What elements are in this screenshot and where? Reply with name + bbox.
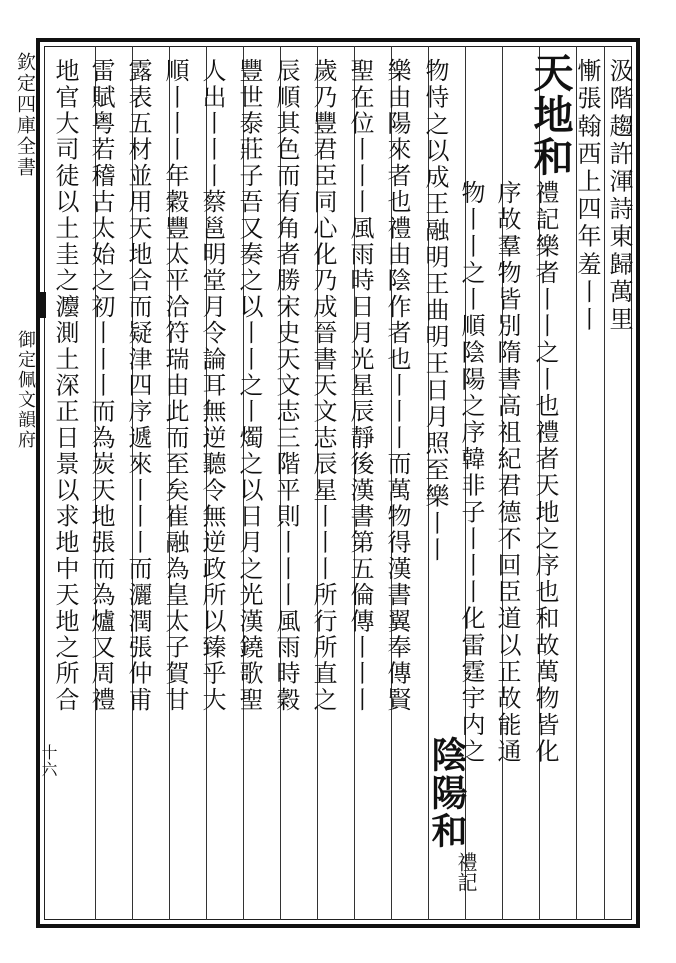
entry-heading: 陰陽和 (426, 736, 468, 850)
page-number: 十六 (39, 744, 58, 778)
entry-heading: 天地和 (527, 52, 574, 178)
text-column: 歲乃豐君臣同心化乃成晉書天文志辰星丨丨丨所行所直之 (309, 58, 337, 713)
fish-tail-mark (36, 292, 46, 318)
text-column: 辰順其色而有角者勝宋史天文志三階平則丨丨丨風雨時穀 (272, 58, 300, 713)
text-column: 露表五材並用天地合而疑津四序遞來丨丨丨而灑潤張仲甫 (124, 58, 152, 713)
text-column: 汲階趨許渾詩東歸萬里 (605, 58, 633, 334)
text-column: 樂由陽來者也禮由陰作者也丨丨丨而萬物得漢書翼奉傳賢 (383, 58, 411, 713)
text-column: 順丨丨丨年穀豐太平洽符瑞由此而至矣崔融為皇太子賀甘 (161, 58, 189, 713)
text-column: 地官大司徒以土圭之灋測土深正日景以求地中天地之所合 (51, 58, 79, 713)
text-column: 豐世泰莊子吾又奏之以丨丨之丨燭之以日月之光漢鐃歌聖 (235, 58, 263, 713)
text-column: 物丨丨之丨順陰陽之序韓非子丨丨丨化雷霆宇内之 (457, 180, 485, 766)
text-column: 序故羣物皆別隋書高祖紀君德不回臣道以正故能通 (493, 180, 521, 766)
text-column: 禮記樂者丨丨之丨也禮者天地之序也和故萬物皆化 (531, 180, 559, 766)
book-title-top: 欽定四庫全書 (14, 52, 36, 178)
text-column: 物恃之以成王融明王曲明王日月照至樂丨丨 (421, 58, 449, 564)
text-column: 人出丨丨丨蔡邕明堂月令論耳無逆聽令無逆政所以臻乎大 (198, 58, 226, 713)
annotation-note: 禮記 (454, 852, 478, 892)
text-column: 慚張翰西上四年羞丨丨 (573, 58, 601, 334)
text-column: 雷賦粤若稽古太始之初丨丨丨而為炭天地張而為爐又周禮 (87, 58, 115, 713)
book-title-bottom: 御定佩文韻府 (15, 330, 36, 450)
entry-天地和 (522, 52, 579, 178)
text-column: 聖在位丨丨丨風雨時日月光星辰靜後漢書第五倫傳丨丨丨 (346, 58, 374, 713)
